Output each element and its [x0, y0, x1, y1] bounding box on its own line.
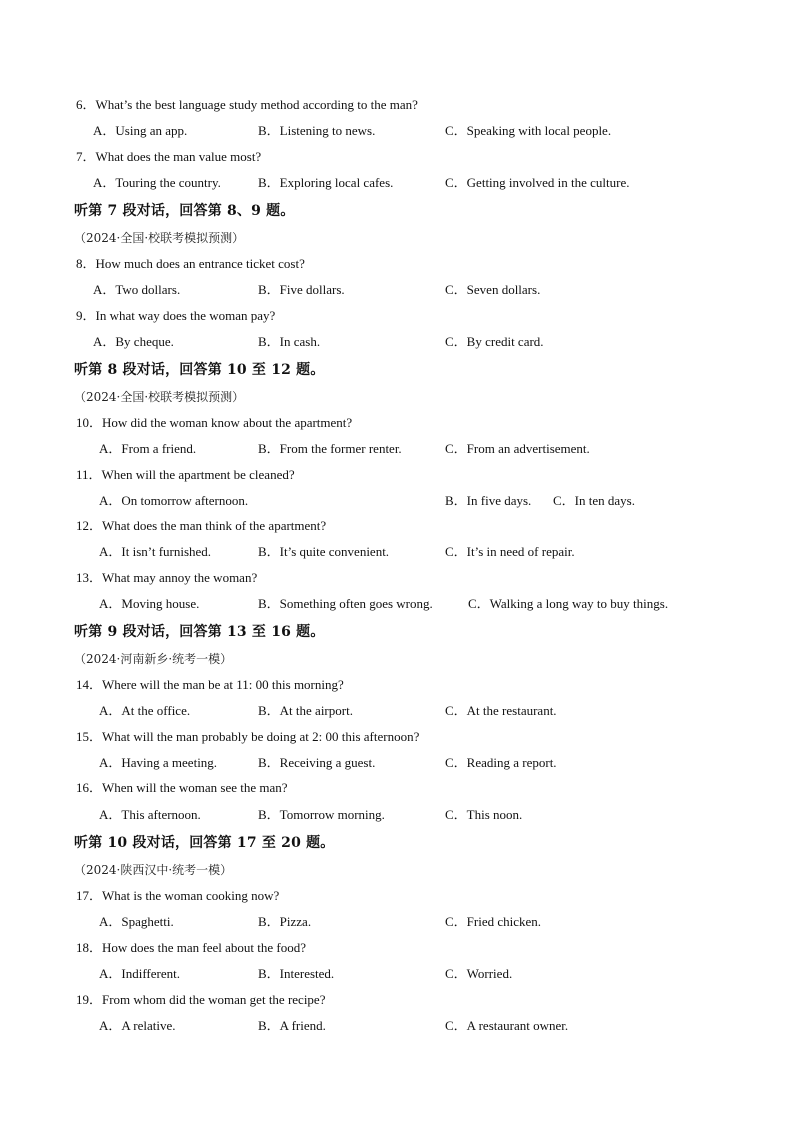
- section-8-heading: 听第 8 段对话，回答第 10 至 12 题。: [74, 362, 325, 378]
- q9-option-b: B．In cash.: [258, 334, 321, 349]
- q14-option-b: B．At the airport.: [258, 703, 353, 718]
- question-12: 12．What does the man think of the apartment?: [76, 518, 327, 533]
- q10-option-b: B．From the former renter.: [258, 441, 402, 456]
- q19-option-a: A．A relative.: [99, 1018, 176, 1033]
- question-15: 15．What will the man probably be doing at 2: 00 this afternoon?: [76, 729, 420, 744]
- question-9: 9．In what way does the woman pay?: [76, 308, 276, 323]
- q6-option-a: A．Using an app.: [93, 123, 188, 138]
- question-18: 18．How does the man feel about the food?: [76, 940, 306, 955]
- question-17: 17．What is the woman cooking now?: [76, 888, 280, 903]
- q7-option-a: A．Touring the country.: [93, 175, 221, 190]
- q16-option-a: A．This afternoon.: [99, 807, 201, 822]
- section-7-source: （2024·全国·校联考模拟预测）: [74, 231, 245, 245]
- q18-option-a: A．Indifferent.: [99, 966, 180, 981]
- question-16: 16．When will the woman see the man?: [76, 780, 288, 795]
- section-7-heading: 听第 7 段对话，回答第 8、9 题。: [74, 203, 295, 219]
- q6-option-c: C．Speaking with local people.: [445, 123, 612, 138]
- q19-option-b: B．A friend.: [258, 1018, 326, 1033]
- question-8: 8．How much does an entrance ticket cost?: [76, 256, 305, 271]
- q10-option-a: A．From a friend.: [99, 441, 197, 456]
- q14-option-a: A．At the office.: [99, 703, 191, 718]
- q7-option-c: C．Getting involved in the culture.: [445, 175, 630, 190]
- q12-option-a: A．It isn’t furnished.: [99, 544, 212, 559]
- q12-option-b: B．It’s quite convenient.: [258, 544, 390, 559]
- section-9-heading: 听第 9 段对话，回答第 13 至 16 题。: [74, 624, 325, 640]
- q17-option-c: C．Fried chicken.: [445, 914, 542, 929]
- q15-option-b: B．Receiving a guest.: [258, 755, 376, 770]
- q19-option-c: C．A restaurant owner.: [445, 1018, 569, 1033]
- section-9-source: （2024·河南新乡·统考一模）: [74, 652, 233, 666]
- q18-option-c: C．Worried.: [445, 966, 513, 981]
- question-11: 11．When will the apartment be cleaned?: [76, 467, 295, 482]
- q14-option-c: C．At the restaurant.: [445, 703, 557, 718]
- q18-option-b: B．Interested.: [258, 966, 335, 981]
- section-8-source: （2024·全国·校联考模拟预测）: [74, 390, 245, 404]
- q7-option-b: B．Exploring local cafes.: [258, 175, 394, 190]
- question-7: 7．What does the man value most?: [76, 149, 262, 164]
- q10-option-c: C．From an advertisement.: [445, 441, 590, 456]
- q15-option-c: C．Reading a report.: [445, 755, 557, 770]
- question-14: 14．Where will the man be at 11: 00 this morning?: [76, 677, 344, 692]
- q6-option-b: B．Listening to news.: [258, 123, 376, 138]
- q8-option-a: A．Two dollars.: [93, 282, 181, 297]
- question-13: 13．What may annoy the woman?: [76, 570, 258, 585]
- q17-option-a: A．Spaghetti.: [99, 914, 174, 929]
- q12-option-c: C．It’s in need of repair.: [445, 544, 575, 559]
- q13-option-c: C．Walking a long way to buy things.: [468, 596, 669, 611]
- q9-option-c: C．By credit card.: [445, 334, 544, 349]
- q17-option-b: B．Pizza.: [258, 914, 312, 929]
- q8-option-b: B．Five dollars.: [258, 282, 345, 297]
- q13-option-b: B．Something often goes wrong.: [258, 596, 433, 611]
- q11-option-a: A．On tomorrow afternoon.: [99, 493, 249, 508]
- section-10-heading: 听第 10 段对话，回答第 17 至 20 题。: [74, 835, 335, 851]
- question-6: 6．What’s the best language study method according to the man?: [76, 97, 418, 112]
- question-19: 19．From whom did the woman get the recipe?: [76, 992, 326, 1007]
- question-10: 10．How did the woman know about the apartment?: [76, 415, 353, 430]
- q11-option-b: B．In five days.: [445, 493, 532, 508]
- q15-option-a: A．Having a meeting.: [99, 755, 218, 770]
- section-10-source: （2024·陕西汉中·统考一模）: [74, 863, 233, 877]
- q13-option-a: A．Moving house.: [99, 596, 200, 611]
- q9-option-a: A．By cheque.: [93, 334, 174, 349]
- q11-option-c: C．In ten days.: [553, 493, 635, 508]
- q8-option-c: C．Seven dollars.: [445, 282, 541, 297]
- q16-option-c: C．This noon.: [445, 807, 523, 822]
- q16-option-b: B．Tomorrow morning.: [258, 807, 385, 822]
